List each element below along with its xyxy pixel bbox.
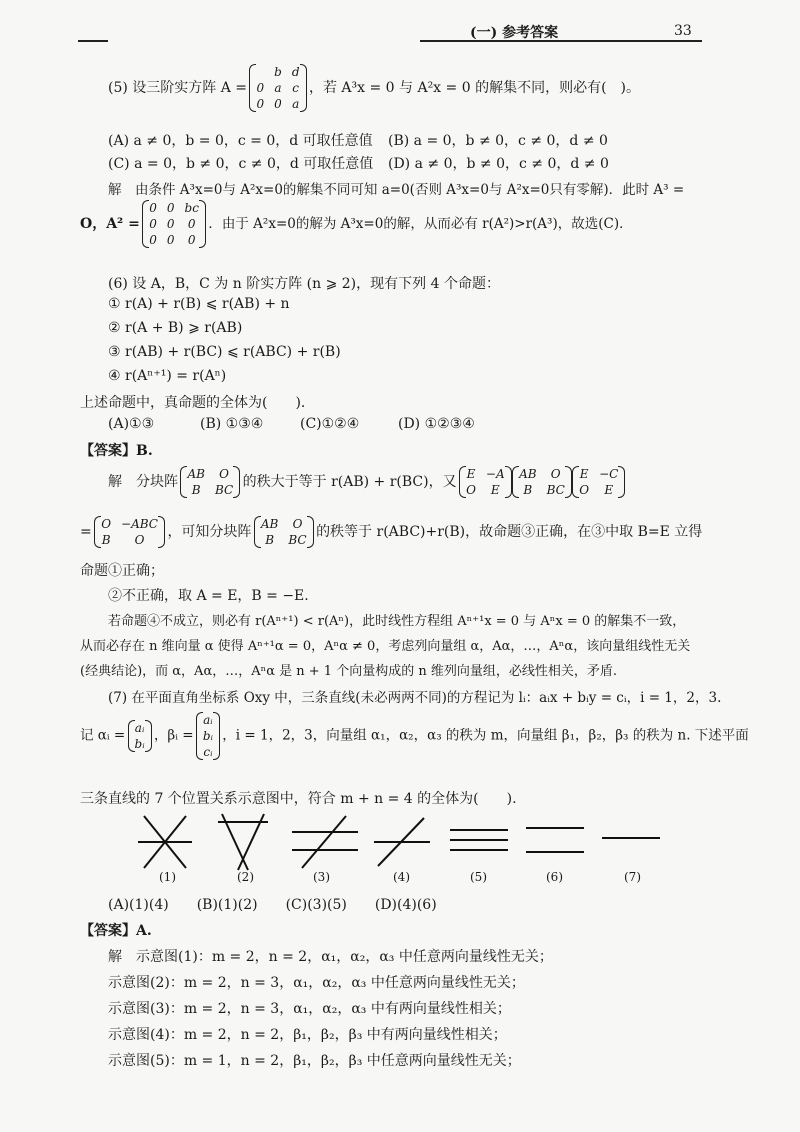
q5-matrix2	[144, 200, 204, 248]
q6-stem: (6) 设 A，B，C 为 n 阶实方阵 (n ⩾ 2)，现有下列 4 个命题：	[108, 276, 500, 292]
m-cell: cᵢ	[203, 745, 213, 759]
m-cell: 0	[187, 233, 196, 247]
q7-solution-3: 示意图(3)：m = 2，n = 3，α₁，α₂，α₃ 中有两向量线性相关；	[108, 1001, 511, 1017]
q6-sol-pre: 解 分块阵	[108, 474, 178, 490]
m-cell: −ABC	[121, 517, 158, 531]
q6-proposition-3: ③ r(AB) + r(BC) ⩽ r(ABC) + r(B)	[108, 344, 341, 360]
m-cell: AB	[519, 467, 537, 481]
m-cell: 0	[149, 217, 157, 231]
q7-stem2-mid: ，βᵢ =	[153, 727, 194, 744]
q6-proposition-1: ① r(A) + r(B) ⩽ r(AB) + n	[108, 296, 290, 312]
m-cell: −C	[599, 467, 619, 481]
figure-2	[218, 814, 268, 870]
q5-solution-line2	[80, 200, 633, 248]
m-cell: BC	[546, 483, 565, 497]
m-cell: 0	[149, 233, 157, 247]
q6-solution-line5: 若命题④不成立，则必有 r(Aⁿ⁺¹) < r(Aⁿ)，此时线性方程组 Aⁿ⁺¹x = 0 与 Aⁿx = 0 的解集不一致，	[108, 614, 686, 629]
q6-solution-line7: (经典结论)，而 α，Aα，…，Aⁿα 是 n + 1 个向量构成的 n 维列向量组，必线性相关，矛盾.	[80, 664, 617, 679]
q5-matrix	[251, 64, 304, 112]
q5-option-b: (B) a = 0，b ≠ 0，c ≠ 0，d ≠ 0	[388, 133, 608, 149]
q7-stem2-pre: 记 αᵢ =	[80, 727, 126, 744]
m-cell: c	[292, 81, 300, 95]
header-rule	[420, 40, 702, 42]
m-cell: AB	[187, 467, 205, 481]
q7-solution-1: 解 示意图(1)：m = 2，n = 2，α₁，α₂，α₃ 中任意两向量线性无关；	[108, 949, 553, 965]
q5-stem-post: ，若 A³x = 0 与 A²x = 0 的解集不同，则必有( )。	[308, 80, 640, 96]
m-cell: O	[101, 517, 112, 531]
figure-label: (7)	[624, 870, 641, 884]
m-cell: aᵢ	[134, 721, 145, 735]
m-cell: BC	[214, 483, 234, 497]
m-cell: 0	[166, 233, 175, 247]
m-cell: O	[134, 533, 145, 547]
q6-proposition-2: ② r(A + B) ⩾ r(AB)	[108, 320, 243, 336]
figure-label: (1)	[159, 870, 176, 884]
q6-option-d: (D) ①②③④	[398, 416, 475, 432]
m-cell: 0	[149, 201, 157, 215]
figure-label: (4)	[393, 870, 410, 884]
m-cell: 0	[166, 217, 175, 231]
figure-label: (5)	[470, 870, 487, 884]
figure-label: (6)	[546, 870, 563, 884]
m-cell: a	[292, 97, 300, 111]
q5-sol-line2-post: ．由于 A²x=0的解为 A³x=0的解，从而必有 r(A²)>r(A³)，故选(C)．	[208, 216, 633, 232]
q6-block-1	[182, 466, 238, 498]
q6-block-3	[514, 466, 570, 498]
q6-proposition-4: ④ r(Aⁿ⁺¹) = r(Aⁿ)	[108, 368, 227, 384]
q6-block-2	[461, 466, 510, 498]
q6-question: 上述命题中，真命题的全体为( )．	[80, 395, 315, 411]
m-cell: E	[490, 483, 500, 497]
q6-block-5	[96, 516, 163, 548]
q7-options: (A)(1)(4) (B)(1)(2) (C)(3)(5) (D)(4)(6)	[108, 897, 437, 913]
figure-1	[138, 816, 192, 868]
m-cell: E	[604, 483, 614, 497]
m-cell: bᵢ	[134, 737, 145, 751]
q6-sol-l2-mid: ，可知分块阵	[167, 524, 252, 540]
m-cell: 0	[256, 97, 265, 111]
q7-stem2-post: ，i = 1，2，3，向量组 α₁，α₂，α₃ 的秩为 m，向量组 β₁，β₂，β₃ 的秩为 n. 下述平面	[222, 727, 749, 744]
q7-stem1: (7) 在平面直角坐标系 Oxy 中，三条直线(未必两两不同)的方程记为 lᵢ：aᵢx + bᵢy = cᵢ，i = 1，2，3.	[108, 690, 722, 706]
m-cell: O	[579, 483, 590, 497]
q7-answer: 【答案】A.	[80, 923, 152, 939]
m-cell: a	[274, 81, 282, 95]
figure-3	[292, 816, 358, 868]
m-cell: E	[579, 467, 589, 481]
q7-solution-5: 示意图(5)：m = 1，n = 2，β₁，β₂，β₃ 中任意两向量线性无关；	[108, 1053, 521, 1069]
m-cell: d	[291, 65, 300, 79]
q6-option-c: (C)①②④	[300, 416, 360, 432]
m-cell: B	[265, 533, 275, 547]
q5-stem	[108, 64, 640, 112]
q6-solution-line1	[108, 466, 623, 498]
m-cell: AB	[260, 517, 279, 531]
q7-solution-4: 示意图(4)：m = 2，n = 2，β₁，β₂，β₃ 中有两向量线性相关；	[108, 1027, 507, 1043]
q6-sol-l2-post: 的秩等于 r(ABC)+r(B)，故命题③正确，在③中取 B=E 立得	[316, 524, 703, 540]
q6-block-4	[574, 466, 623, 498]
q5-solution-line1: 解 由条件 A³x=0与 A²x=0的解集不同可知 a=0(否则 A³x=0与 A²x=0只有零解)．此时 A³ =	[108, 182, 685, 198]
m-cell: O	[292, 517, 303, 531]
q6-option-b: (B) ①③④	[200, 416, 264, 432]
q5-option-d: (D) a ≠ 0，b ≠ 0，c ≠ 0，d ≠ 0	[388, 156, 609, 172]
figure-4	[374, 818, 430, 866]
m-cell: b	[274, 65, 282, 79]
q5-sol-line2-pre: O，A² =	[80, 216, 140, 232]
q6-solution-line6: 从而必存在 n 维向量 α 使得 Aⁿ⁺¹α = 0，Aⁿα ≠ 0，考虑列向量组 α，Aα，…，Aⁿα，该向量组线性无关	[80, 639, 691, 654]
m-cell: aᵢ	[203, 713, 213, 727]
q7-solution-2: 示意图(2)：m = 2，n = 3，α₁，α₂，α₃ 中任意两向量线性无关；	[108, 975, 525, 991]
figure-5	[450, 830, 508, 850]
figure-6	[526, 828, 584, 852]
figure-label: (2)	[237, 870, 254, 884]
q7-vec-beta	[198, 712, 218, 760]
m-cell: O	[219, 467, 229, 481]
q6-eq: =	[80, 524, 92, 540]
m-cell: O	[466, 483, 476, 497]
page-number: 33	[674, 23, 692, 39]
q5-stem-pre: (5) 设三阶实方阵 A =	[108, 80, 248, 96]
m-cell: 0	[166, 201, 175, 215]
m-cell: bᵢ	[202, 729, 213, 743]
header-section: (一) 参考答案	[470, 25, 559, 41]
q6-solution-line3: 命题①正确；	[80, 563, 164, 579]
q6-option-a: (A)①③	[108, 416, 155, 432]
figure-label: (3)	[313, 870, 330, 884]
m-cell: B	[523, 483, 533, 497]
m-cell: BC	[288, 533, 307, 547]
m-cell: 0	[187, 217, 196, 231]
q5-option-a: (A) a ≠ 0，b = 0，c = 0，d 可取任意值	[108, 133, 373, 149]
m-cell: O	[550, 467, 561, 481]
q6-block-6	[256, 516, 312, 548]
q7-line-figures	[130, 808, 690, 888]
q6-solution-line2	[80, 516, 702, 548]
q7-vec-alpha	[130, 720, 150, 752]
m-cell: B	[101, 533, 111, 547]
m-cell: bc	[184, 201, 199, 215]
q6-sol-mid: 的秩大于等于 r(AB) + r(BC)，又	[242, 474, 457, 490]
q6-answer: 【答案】B.	[80, 443, 153, 459]
m-cell: E	[466, 467, 476, 481]
q7-stem2	[80, 712, 749, 760]
m-cell: −A	[485, 467, 505, 481]
m-cell: 0	[256, 81, 265, 95]
q7-stem3: 三条直线的 7 个位置关系示意图中，符合 m + n = 4 的全体为( ).	[80, 791, 517, 807]
q6-solution-line4: ②不正确，取 A = E，B = −E.	[108, 588, 309, 604]
header-left-rule	[78, 40, 108, 42]
q5-option-c: (C) a = 0，b ≠ 0，c ≠ 0，d 可取任意值	[108, 156, 374, 172]
m-cell: B	[191, 483, 201, 497]
m-cell: 0	[274, 97, 282, 111]
